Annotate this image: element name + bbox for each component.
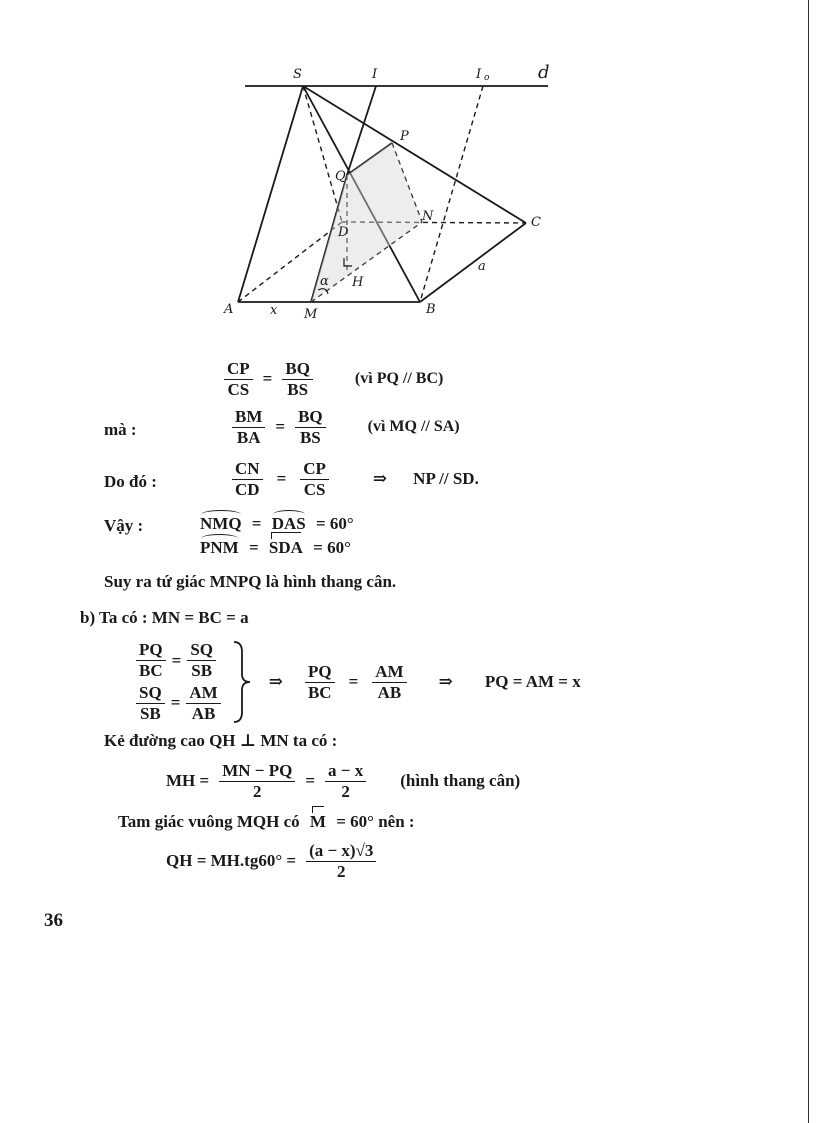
label-x: x <box>270 303 278 318</box>
eq-qh: QH = MH.tg60° = $\frac{(a - x)√3}{2}$ <box>166 842 376 881</box>
label-D: D <box>338 225 349 240</box>
eq-mh: MH = $\frac{MN - PQ}{2}$ = $\frac{a - x}{2}$ (hình thang cân) <box>166 761 521 801</box>
label-M: M <box>304 307 318 322</box>
pyramid-figure <box>0 0 816 340</box>
label-P: P <box>400 129 409 144</box>
label-Io-sub: o <box>484 73 490 83</box>
right-brace <box>231 640 253 724</box>
page-number: 36 <box>44 910 63 931</box>
lead-ma: mà : <box>104 420 137 439</box>
label-A: A <box>224 302 234 317</box>
part-b-intro: b) Ta có : MN = BC = a <box>80 608 249 627</box>
label-B: B <box>426 302 436 317</box>
label-Q: Q <box>335 169 346 184</box>
triangle-line: Tam giác vuông MQH có M = 60° nên : <box>118 812 415 831</box>
label-d: d <box>538 62 550 83</box>
label-a: a <box>478 259 486 274</box>
edge-BC <box>420 223 526 302</box>
lead-do-do: Do đó : <box>104 472 157 491</box>
label-Io: I <box>476 67 482 82</box>
eq-bm-ba: $\frac{BM}{BA}$ = $\frac{BQ}{BS}$ (vì MQ // SA) <box>232 408 460 447</box>
height-line: Kẻ đường cao QH ⊥ MN ta có : <box>104 731 338 750</box>
label-N: N <box>422 209 434 224</box>
eq-cn-cd: $\frac{CN}{CD}$ = $\frac{CP}{CS}$ ⇒ NP // SD. <box>232 460 479 499</box>
label-H: H <box>352 275 364 290</box>
label-C: C <box>531 215 541 230</box>
label-S: S <box>293 67 302 82</box>
conclusion-a: Suy ra tứ giác MNPQ là hình thang cân. <box>104 572 397 591</box>
label-alpha: α <box>320 274 329 289</box>
eq-cp-cs: $\frac{CP}{CS}$ = $\frac{BQ}{BS}$ (vì PQ // BC) <box>224 360 443 399</box>
lead-vay: Vậy : <box>104 516 144 535</box>
angle-eq-2: PNM = SDA = 60° <box>200 538 351 557</box>
angle-eq-1: NMQ = DAS = 60° <box>200 514 354 533</box>
edge-SA <box>238 86 303 302</box>
line-Io <box>420 86 483 302</box>
label-I: I <box>372 67 378 82</box>
system-left: $\frac{PQ}{BC}$ = $\frac{SQ}{SB}$ $\frac{SQ}{SB}$ = $\frac{AM}{AB}$ ⇒ $\frac{PQ}{BC}$ = $\frac{AM}{AB}$ ⇒ PQ = AM = x <box>136 640 581 724</box>
